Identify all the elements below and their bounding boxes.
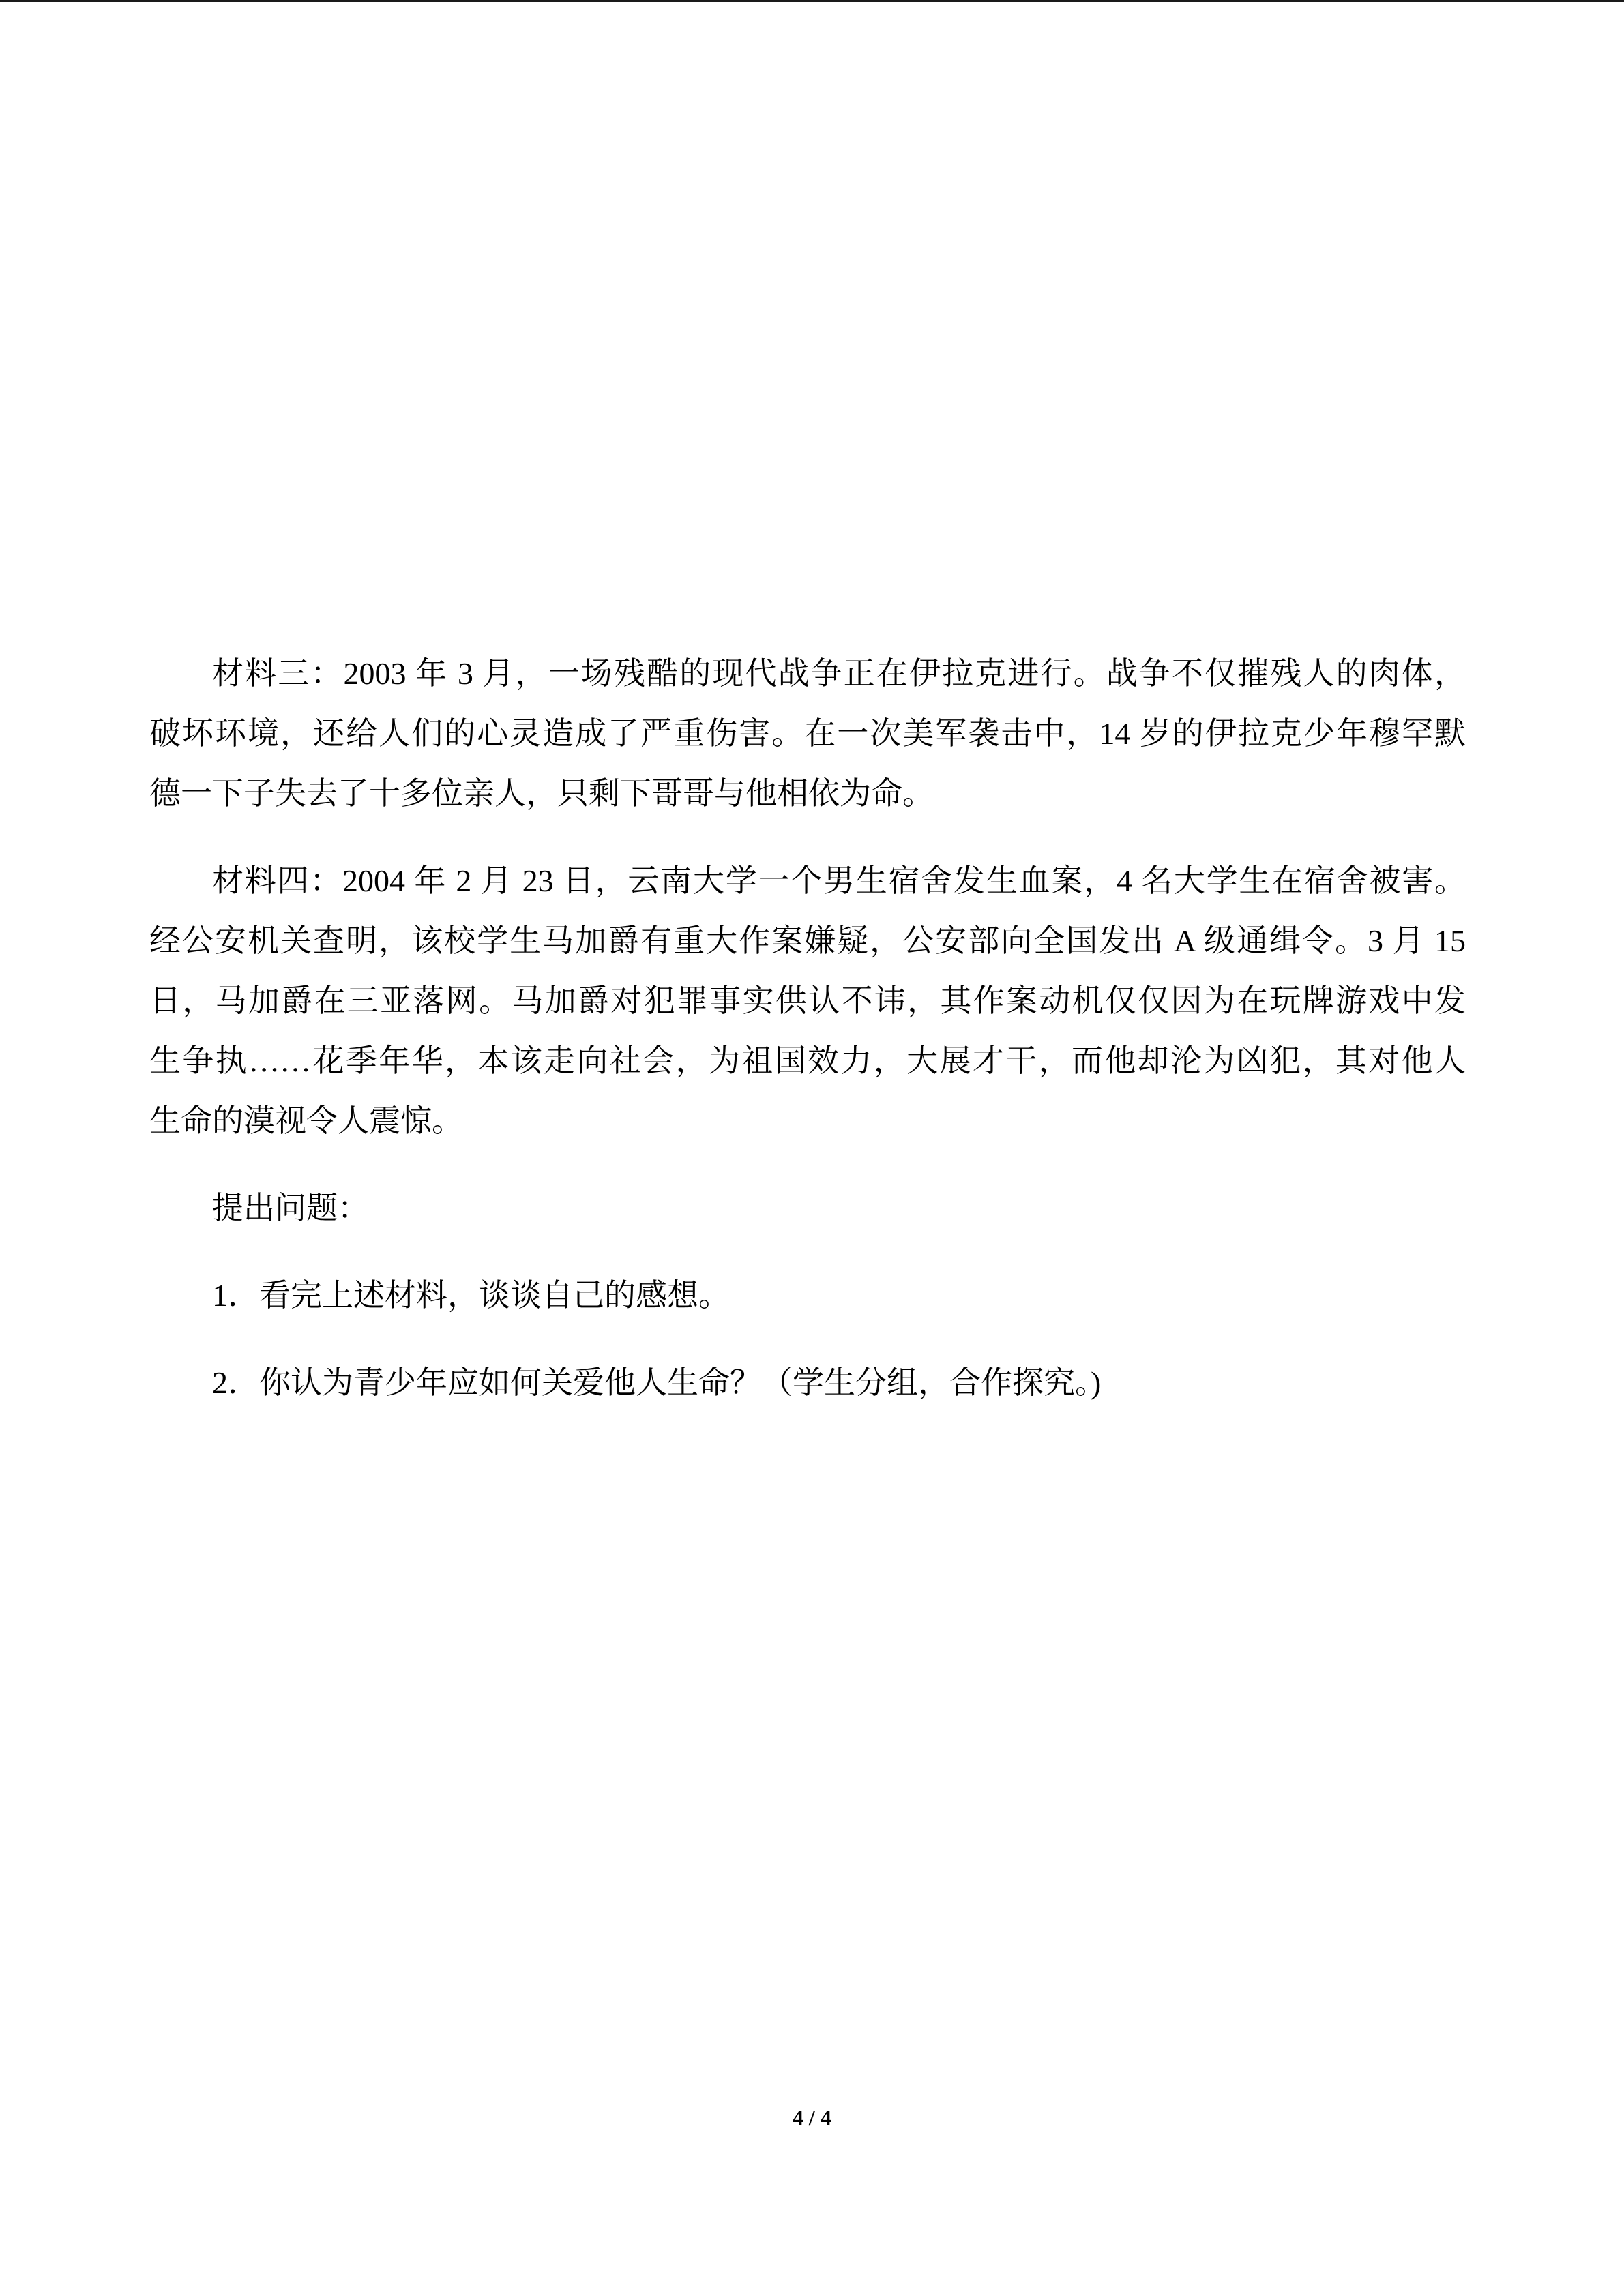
question-2-paragraph	[149, 1353, 1466, 1413]
question-2: 2．你认为青少年应如何关爱他人生命？（学生分组，合作探究。)	[212, 1365, 1102, 1400]
question-1: 1．看完上述材料，谈谈自己的感想。	[212, 1278, 730, 1313]
page-top-border	[0, 0, 1624, 2]
text-line: 日，马加爵在三亚落网。马加爵对犯罪事实供认不讳，其作案动机仅仅因为在玩牌游戏中发	[149, 983, 1466, 1018]
paragraph-material-4	[149, 851, 1466, 1151]
page-number: 4 / 4	[793, 2105, 831, 2130]
paragraph-material-3	[149, 644, 1466, 824]
questions-heading: 提出问题：	[212, 1191, 369, 1225]
text-line: 材料四：2004 年 2 月 23 日，云南大学一个男生宿舍发生血案，4 名大学生在宿舍被害。	[212, 863, 1466, 898]
text-line: 生命的漠视令人震惊。	[149, 1103, 463, 1138]
document-body	[149, 644, 1466, 1440]
text-line: 经公安机关查明，该校学生马加爵有重大作案嫌疑，公安部向全国发出 A 级通缉令。3 月 15	[149, 923, 1466, 958]
text-line: 德一下子失去了十多位亲人，只剩下哥哥与他相依为命。	[149, 776, 934, 811]
questions-heading-paragraph	[149, 1178, 1466, 1238]
text-line: 破坏环境，还给人们的心灵造成了严重伤害。在一次美军袭击中，14 岁的伊拉克少年穆罕默	[149, 716, 1466, 751]
text-line: 生争执……花季年华，本该走向社会，为祖国效力，大展才干，而他却沦为凶犯，其对他人	[149, 1043, 1466, 1078]
question-1-paragraph	[149, 1266, 1466, 1326]
text-line: 材料三：2003 年 3 月，一场残酷的现代战争正在伊拉克进行。战争不仅摧残人的肉体，	[212, 656, 1466, 691]
